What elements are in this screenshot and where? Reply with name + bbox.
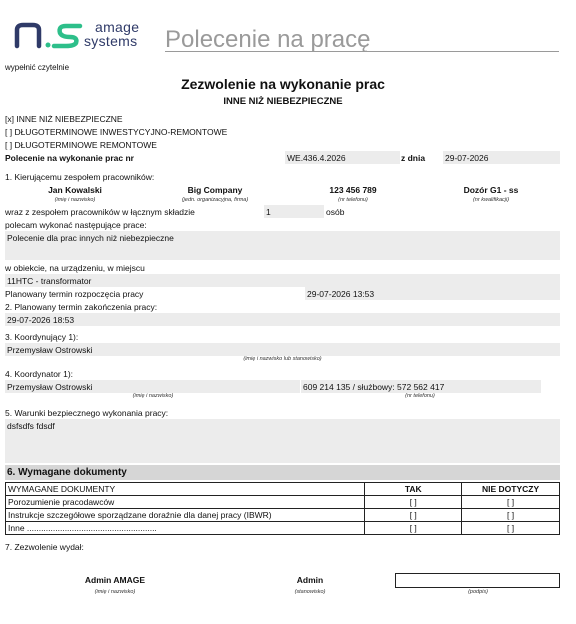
issued-heading: 7. Zezwolenie wydał:	[5, 542, 84, 552]
leader-qualification-hint: (nr kwalifikacji)	[472, 197, 510, 203]
coordinating-hint: (imię i nazwisko lub stanowisko)	[243, 356, 322, 362]
coordinator-name-field[interactable]: Przemysław Ostrowski	[5, 380, 300, 393]
task-label: polecam wykonać następujące prace:	[5, 220, 147, 230]
logo-text-line2: systems	[84, 33, 138, 49]
col-documents: WYMAGANE DOKUMENTY	[6, 483, 365, 496]
permit-subtitle: INNE NIŻ NIEBEZPIECZNE	[223, 96, 343, 107]
order-label: Polecenie na wykonanie prac nr	[5, 153, 134, 163]
place-label: w obiekcie, na urządzeniu, w miejscu	[5, 263, 145, 273]
issuer-name: Admin AMAGE	[84, 575, 146, 585]
documents-heading: 6. Wymagane dokumenty	[5, 465, 560, 480]
end-heading: 2. Planowany termin zakończenia pracy:	[5, 302, 158, 312]
leader-phone: 123 456 789	[329, 185, 377, 195]
team-count-label: wraz z zespołem pracowników w łącznym składzie	[5, 207, 195, 217]
coordinator-heading: 4. Koordynator 1):	[5, 369, 74, 379]
table-row	[6, 496, 560, 509]
date-label: z dnia	[401, 153, 426, 163]
logo-text	[84, 20, 139, 48]
na-checkbox[interactable]: [ ]	[462, 496, 560, 509]
leader-name-hint: (imię i nazwisko)	[54, 197, 96, 203]
fill-note: wypełnić czytelnie	[5, 63, 70, 72]
document-name: Inne .......................................................	[6, 522, 365, 535]
issuer-position: Admin	[296, 575, 324, 585]
leader-company: Big Company	[187, 185, 243, 195]
issuer-name-hint: (imię i nazwisko)	[94, 589, 136, 595]
option-other[interactable]: [x] INNE NIŻ NIEBEZPIECZNE	[5, 114, 123, 124]
place-field[interactable]: 11HTC - transformator	[5, 274, 560, 287]
option-long-invest[interactable]: [ ] DŁUGOTERMINOWE INWESTYCYJNO-REMONTOWE	[5, 127, 228, 137]
team-count-unit: osób	[326, 207, 345, 217]
document-name: Porozumienie pracodawców	[6, 496, 365, 509]
leader-company-hint: (jedn. organizacyjna, firma)	[181, 197, 249, 203]
yes-checkbox[interactable]: [ ]	[365, 496, 462, 509]
coordinator-name-hint: (imię i nazwisko)	[132, 393, 174, 399]
na-checkbox[interactable]: [ ]	[462, 522, 560, 535]
end-field[interactable]: 29-07-2026 18:53	[5, 313, 560, 326]
yes-checkbox[interactable]: [ ]	[365, 509, 462, 522]
conditions-heading: 5. Warunki bezpiecznego wykonania pracy:	[5, 408, 169, 418]
team-count[interactable]: 1	[264, 205, 324, 218]
leader-phone-hint: (nr telefonu)	[338, 197, 368, 203]
title-divider	[165, 51, 559, 52]
start-label: Planowany termin rozpoczęcia pracy	[5, 289, 144, 299]
team-heading: 1. Kierującemu zespołem pracowników:	[5, 172, 155, 182]
logo-text-line1: amage	[95, 19, 140, 35]
documents-table	[5, 482, 560, 535]
col-yes: TAK	[365, 483, 462, 496]
na-checkbox[interactable]: [ ]	[462, 509, 560, 522]
order-date[interactable]: 29-07-2026	[443, 151, 560, 164]
leader-qualification: Dozór G1 - ss	[463, 185, 519, 195]
conditions-field[interactable]: dsfsdfs fdsdf	[5, 419, 560, 463]
table-header-row	[6, 483, 560, 496]
coordinator-phone-hint: (nr telefonu)	[405, 393, 435, 399]
option-long-repair[interactable]: [ ] DŁUGOTERMINOWE REMONTOWE	[5, 140, 157, 150]
signature-hint: (podpis)	[468, 589, 488, 595]
coordinator-phone-field[interactable]: 609 214 135 / służbowy: 572 562 417	[301, 380, 541, 393]
coordinating-heading: 3. Koordynujący 1):	[5, 332, 79, 342]
table-row	[6, 522, 560, 535]
coordinating-field[interactable]: Przemysław Ostrowski	[5, 343, 560, 356]
page-title: Polecenie na pracę	[165, 26, 371, 53]
start-field[interactable]: 29-07-2026 13:53	[305, 287, 560, 300]
yes-checkbox[interactable]: [ ]	[365, 522, 462, 535]
task-field[interactable]: Polecenie dla prac innych niż niebezpieczne	[5, 231, 560, 260]
signature-field[interactable]	[395, 573, 560, 588]
permit-title: Zezwolenie na wykonanie prac	[181, 76, 385, 92]
leader-name: Jan Kowalski	[48, 185, 102, 195]
document-name: Instrukcje szczegółowe sporządzane doraźnie dla danej pracy (IBWR)	[6, 509, 365, 522]
col-not-applicable: NIE DOTYCZY	[462, 483, 560, 496]
issuer-position-hint: (stanowisko)	[294, 589, 326, 595]
table-row	[6, 509, 560, 522]
order-number[interactable]: WE.436.4.2026	[285, 151, 400, 164]
